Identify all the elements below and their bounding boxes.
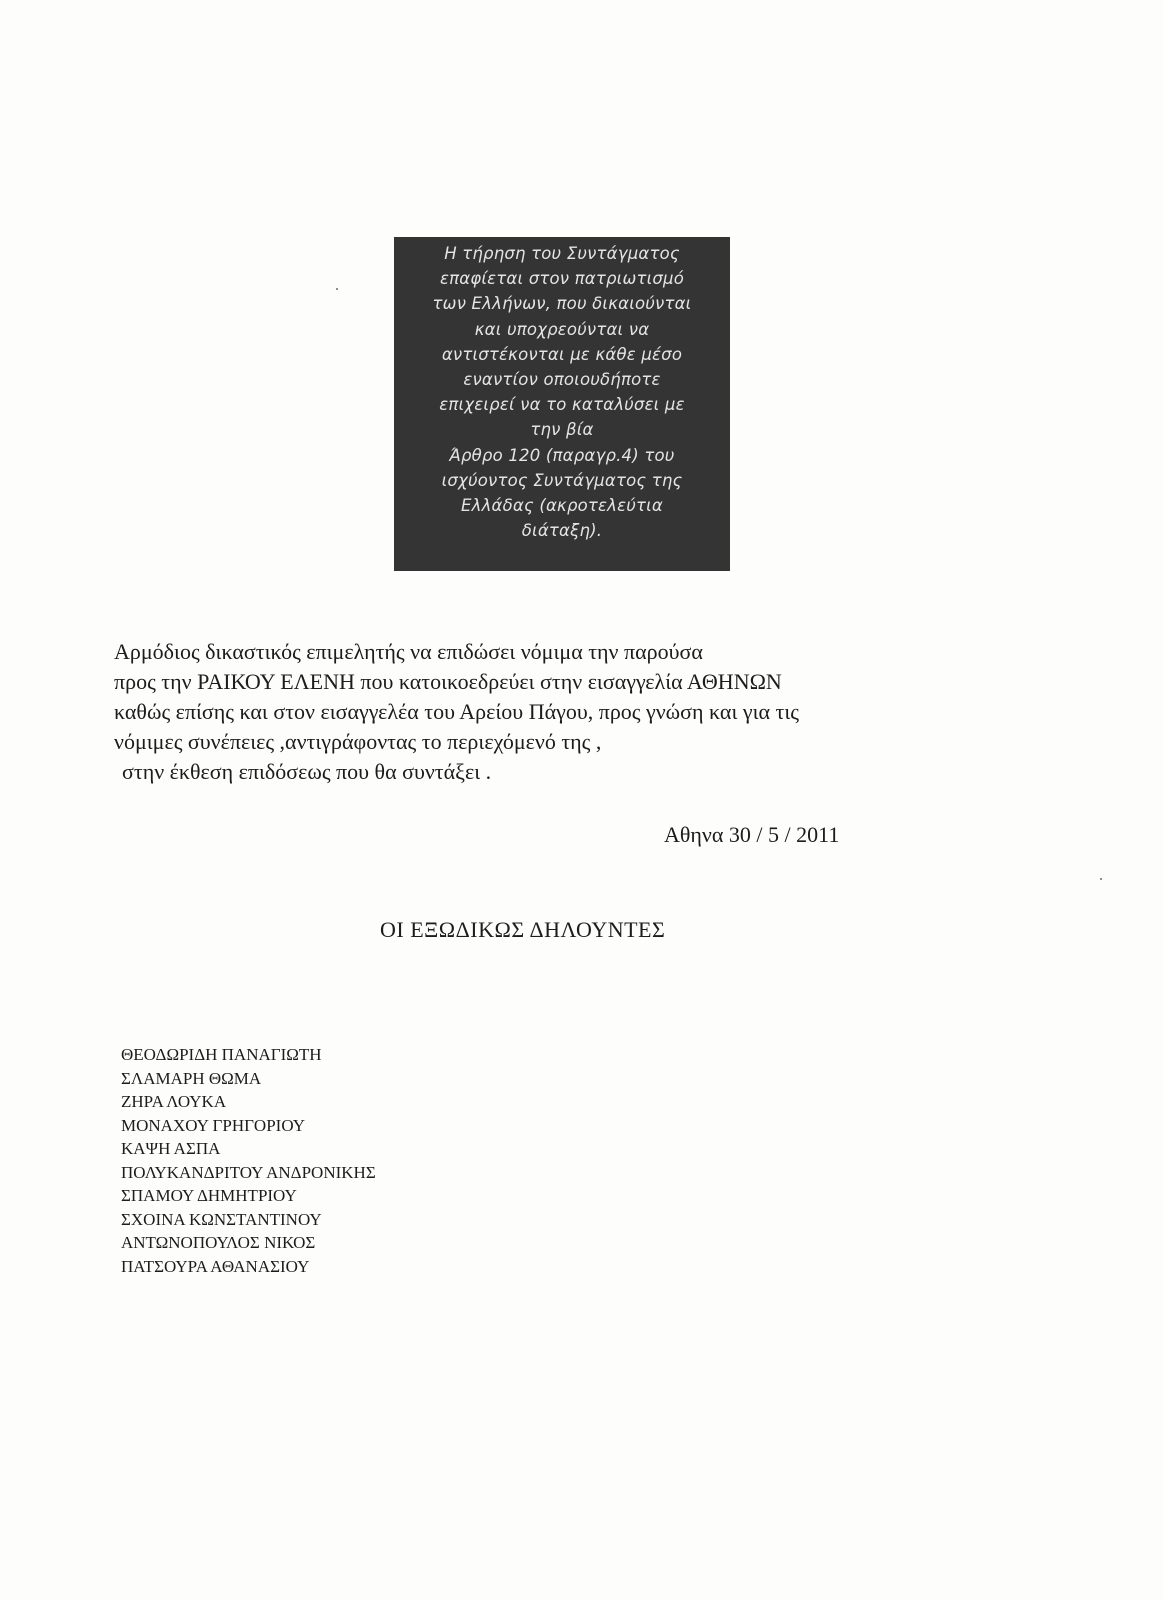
signatory-name: ΘΕΟΔΩΡΙΔΗ ΠΑΝΑΓΙΩΤΗ (121, 1045, 322, 1064)
quote-line: εναντίον οποιουδήποτε (463, 370, 661, 390)
paragraph-line: στην έκθεση επιδόσεως που θα συντάξει . (122, 759, 492, 784)
signatory-name: ΑΝΤΩΝΟΠΟΥΛΟΣ ΝΙΚΟΣ (121, 1233, 316, 1252)
quote-line: αντιστέκονται με κάθε μέσο (441, 344, 683, 364)
scan-speck (1100, 878, 1102, 880)
signatory-name: ΚΑΨΗ ΑΣΠΑ (121, 1139, 221, 1158)
quote-line: διάταξη). (521, 521, 603, 541)
service-instruction-paragraph (114, 637, 799, 787)
signatory-name: ΣΧΟΙΝΑ ΚΩΝΣΤΑΝΤΙΝΟΥ (121, 1209, 322, 1229)
paragraph-line: νόμιμες συνέπειες ,αντιγράφοντας το περιεχόμενό της , (114, 729, 602, 754)
constitution-quote-box (394, 237, 730, 571)
signatory-name: ΣΠΑΜΟΥ ΔΗΜΗΤΡΙΟΥ (121, 1186, 297, 1205)
quote-line: των Ελλήνων, που δικαιούνται (432, 294, 692, 314)
signatory-name: ΖΗΡΑ ΛΟΥΚΑ (121, 1092, 227, 1111)
signatory-name: ΠΟΛΥΚΑΝΔΡΙΤΟΥ ΑΝΔΡΟΝΙΚΗΣ (121, 1162, 376, 1182)
paragraph-line: Αρμόδιος δικαστικός επιμελητής να επιδώσει νόμιμα την παρούσα (114, 639, 703, 664)
quote-line: επιχειρεί να το καταλύσει με (439, 395, 685, 415)
quote-line: Η τήρηση του Συντάγματος (444, 244, 680, 263)
document-date: Αθηνα 30 / 5 / 2011 (664, 822, 840, 847)
signatory-name: ΣΛΑΜΑΡΗ ΘΩΜΑ (121, 1068, 262, 1088)
quote-line: και υποχρεούνται να (474, 319, 650, 339)
paragraph-line: καθώς επίσης και στον εισαγγελέα του Αρείου Πάγου, προς γνώση και για τις (114, 699, 800, 724)
quote-line: ισχύοντος Συντάγματος της (441, 470, 683, 490)
signatory-name: ΜΟΝΑΧΟΥ ΓΡΗΓΟΡΙΟΥ (121, 1115, 306, 1135)
quote-line: την βία (530, 420, 594, 440)
signatory-name: ΠΑΤΣΟΥΡΑ ΑΘΑΝΑΣΙΟΥ (121, 1256, 310, 1276)
signatories-heading: ΟΙ ΕΞΩΔΙΚΩΣ ΔΗΛΟΥΝΤΕΣ (380, 917, 666, 942)
quote-line: επαφίεται στον πατριωτισμό (439, 269, 685, 289)
paragraph-line: προς την ΡΑΙΚΟΥ ΕΛΕΝΗ που κατοικοεδρεύει στην εισαγγελία ΑΘΗΝΩΝ (114, 669, 782, 694)
signatories-list (121, 1043, 376, 1278)
quote-line: Ελλάδας (ακροτελεύτια (460, 496, 663, 516)
quote-line: Άρθρο 120 (παραγρ.4) του (449, 445, 675, 465)
scan-speck (336, 288, 338, 290)
